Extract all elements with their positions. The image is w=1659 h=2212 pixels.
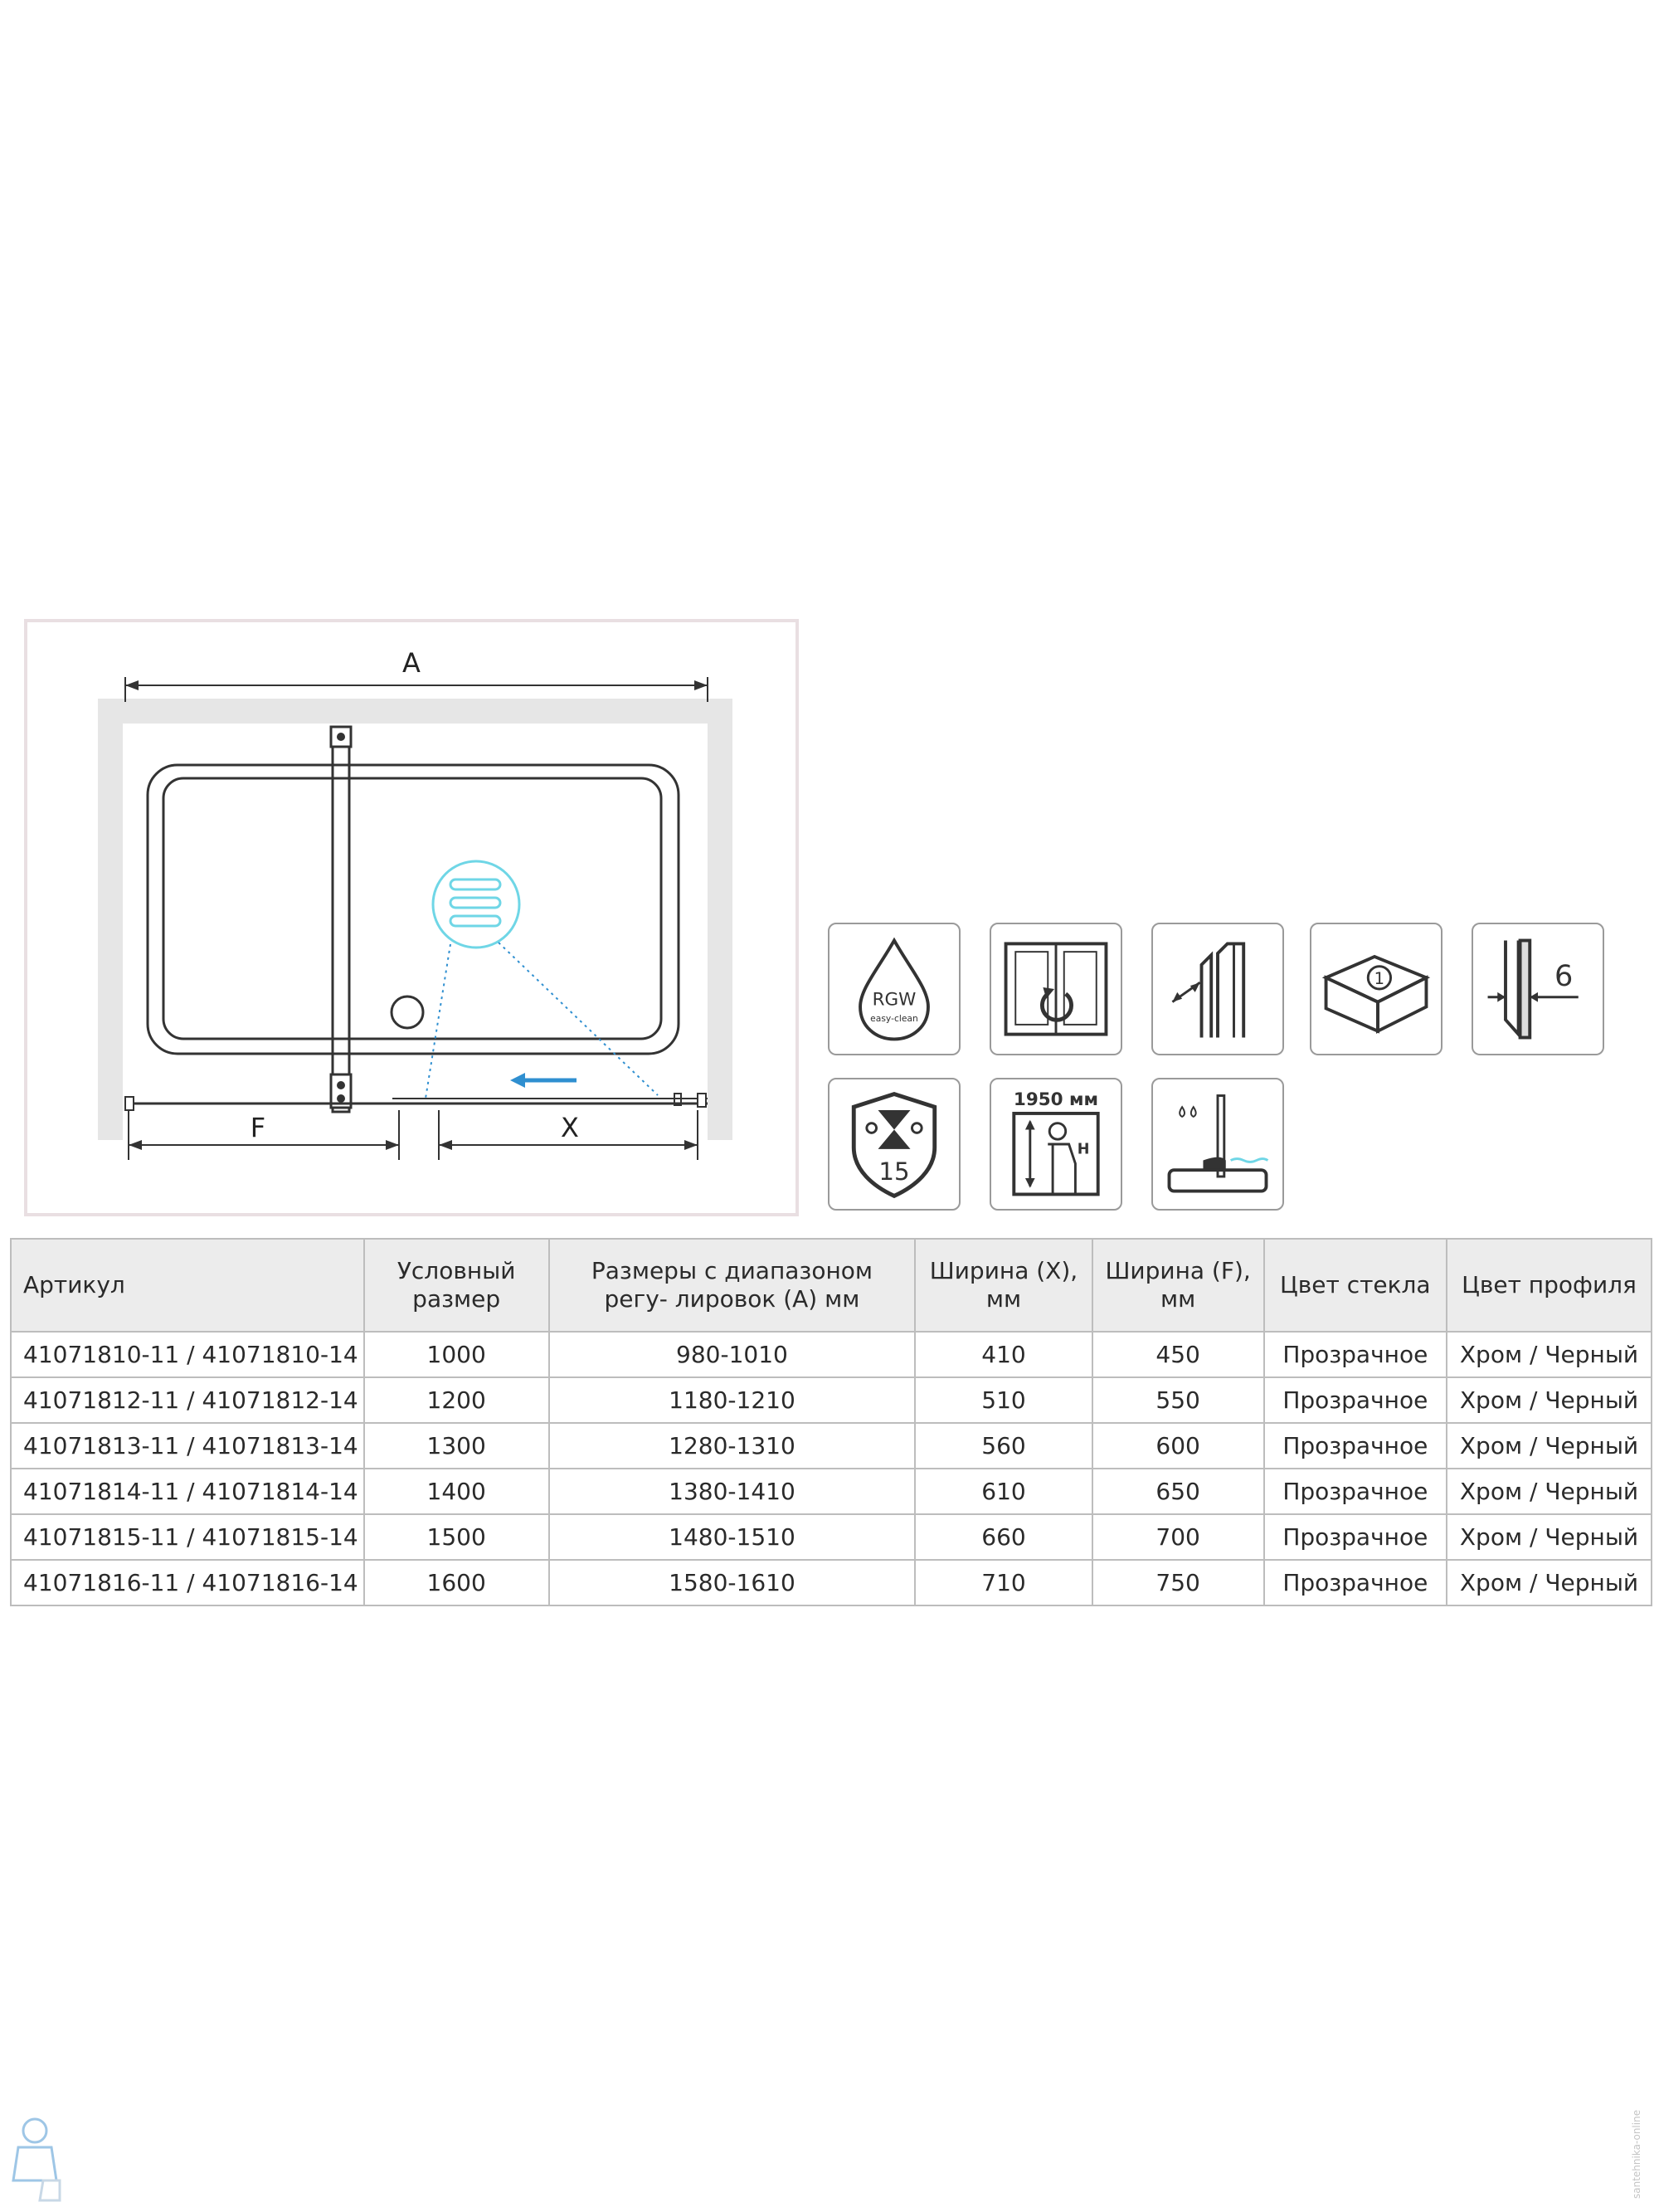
arrow-icon xyxy=(125,680,139,690)
cell-profile-color: Хром / Черный xyxy=(1447,1469,1652,1514)
cell-glass-color: Прозрачное xyxy=(1264,1332,1447,1377)
height-1950-icon xyxy=(990,1078,1122,1211)
arrow-icon xyxy=(439,1140,452,1150)
cell-article: 41071810-11 / 41071810-14 xyxy=(11,1332,364,1377)
thickness-value: 6 xyxy=(1554,959,1574,994)
easy-clean-text: easy-clean xyxy=(870,1013,918,1024)
cell-width-x: 510 xyxy=(915,1377,1092,1423)
rgw-text: RGW xyxy=(872,989,917,1011)
cell-width-x: 660 xyxy=(915,1514,1092,1560)
zoom-circle xyxy=(433,861,519,948)
cell-glass-color: Прозрачное xyxy=(1264,1469,1447,1514)
cell-nominal-size: 1600 xyxy=(364,1560,549,1605)
cell-nominal-size: 1000 xyxy=(364,1332,549,1377)
bracket-screw-icon xyxy=(337,1081,345,1089)
cell-width-x: 410 xyxy=(915,1332,1092,1377)
glass-thickness-icon xyxy=(1472,923,1604,1055)
drain-icon xyxy=(392,996,423,1028)
table-row xyxy=(11,1332,1652,1377)
cell-width-f: 450 xyxy=(1092,1332,1264,1377)
header-profile-color: Цвет профиля xyxy=(1447,1239,1652,1332)
header-width-f: Ширина (F), мм xyxy=(1092,1239,1264,1332)
table-row xyxy=(11,1377,1652,1423)
cell-glass-color: Прозрачное xyxy=(1264,1514,1447,1560)
cell-nominal-size: 1200 xyxy=(364,1377,549,1423)
header-nominal-size: Условный размер xyxy=(364,1239,549,1332)
zoom-pointer-line xyxy=(426,944,450,1099)
cell-range: 1580-1610 xyxy=(549,1560,916,1605)
cell-range: 1280-1310 xyxy=(549,1423,916,1469)
package-count-icon xyxy=(1310,923,1443,1055)
cell-glass-color: Прозрачное xyxy=(1264,1423,1447,1469)
right-wall xyxy=(708,699,732,1140)
zoom-roller-icon xyxy=(450,898,500,908)
cell-width-f: 650 xyxy=(1092,1469,1264,1514)
cell-nominal-size: 1400 xyxy=(364,1469,549,1514)
cell-range: 980-1010 xyxy=(549,1332,916,1377)
arrow-icon xyxy=(694,680,708,690)
wall-profile-right xyxy=(698,1094,706,1107)
cell-width-x: 610 xyxy=(915,1469,1092,1514)
zoom-roller-icon xyxy=(450,879,500,889)
back-wall xyxy=(123,699,708,724)
cell-profile-color: Хром / Черный xyxy=(1447,1423,1652,1469)
cell-profile-color: Хром / Черный xyxy=(1447,1514,1652,1560)
cell-nominal-size: 1500 xyxy=(364,1514,549,1560)
cell-width-f: 550 xyxy=(1092,1377,1264,1423)
side-watermark-text: santehnika-online xyxy=(1631,2109,1642,2199)
cell-article: 41071812-11 / 41071812-14 xyxy=(11,1377,364,1423)
left-wall xyxy=(98,699,123,1140)
height-h-letter: H xyxy=(1077,1141,1090,1158)
cell-width-x: 560 xyxy=(915,1423,1092,1469)
header-article: Артикул xyxy=(11,1239,364,1332)
warranty-years: 15 xyxy=(878,1157,910,1186)
wall-profile-left xyxy=(125,1097,134,1110)
arrow-icon xyxy=(129,1140,142,1150)
water-seal-icon xyxy=(1151,1078,1284,1211)
header-glass-color: Цвет стекла xyxy=(1264,1239,1447,1332)
cell-width-f: 750 xyxy=(1092,1560,1264,1605)
cell-profile-color: Хром / Черный xyxy=(1447,1377,1652,1423)
specification-table xyxy=(10,1238,1652,1606)
cell-article: 41071816-11 / 41071816-14 xyxy=(11,1560,364,1605)
dimension-f-label: F xyxy=(250,1112,266,1143)
arrow-icon xyxy=(684,1140,698,1150)
zoom-pointer-line xyxy=(499,943,658,1095)
cell-width-f: 700 xyxy=(1092,1514,1264,1560)
shower-tray-inner xyxy=(163,778,661,1039)
shower-tray-outer xyxy=(148,765,679,1054)
bracket-screw-icon xyxy=(337,1094,345,1103)
header-adjustment-range: Размеры с диапазоном регу- лировок (А) мм xyxy=(549,1239,916,1332)
cell-glass-color: Прозрачное xyxy=(1264,1560,1447,1605)
zoom-roller-icon xyxy=(450,916,500,926)
table-row xyxy=(11,1514,1652,1560)
dimension-a-label: A xyxy=(402,647,421,679)
watermark-logo xyxy=(7,2114,65,2205)
cell-article: 41071813-11 / 41071813-14 xyxy=(11,1423,364,1469)
package-count-text: 1 xyxy=(1374,969,1385,989)
header-width-x: Ширина (X), мм xyxy=(915,1239,1092,1332)
slide-arrow-head-icon xyxy=(510,1073,525,1088)
shower-door-plan-svg xyxy=(27,622,795,1213)
cell-profile-color: Хром / Черный xyxy=(1447,1332,1652,1377)
dimension-x-label: X xyxy=(561,1112,579,1143)
cell-range: 1480-1510 xyxy=(549,1514,916,1560)
warranty-15-icon xyxy=(828,1078,961,1211)
cell-nominal-size: 1300 xyxy=(364,1423,549,1469)
table-row xyxy=(11,1560,1652,1605)
wall-profile-adjust-icon xyxy=(1151,923,1284,1055)
technical-drawing xyxy=(24,619,799,1216)
arrow-icon xyxy=(386,1140,399,1150)
cell-article: 41071814-11 / 41071814-14 xyxy=(11,1469,364,1514)
table-header-row xyxy=(11,1239,1652,1332)
cell-range: 1380-1410 xyxy=(549,1469,916,1514)
bracket-screw-icon xyxy=(337,733,345,741)
table-row xyxy=(11,1423,1652,1469)
cell-profile-color: Хром / Черный xyxy=(1447,1560,1652,1605)
cell-article: 41071815-11 / 41071815-14 xyxy=(11,1514,364,1560)
cell-width-f: 600 xyxy=(1092,1423,1264,1469)
cell-glass-color: Прозрачное xyxy=(1264,1377,1447,1423)
cell-width-x: 710 xyxy=(915,1560,1092,1605)
rgw-easy-clean-icon xyxy=(828,923,961,1055)
table-row xyxy=(11,1469,1652,1514)
reversible-door-icon xyxy=(990,923,1122,1055)
cell-range: 1180-1210 xyxy=(549,1377,916,1423)
height-value: 1950 мм xyxy=(1013,1089,1099,1111)
